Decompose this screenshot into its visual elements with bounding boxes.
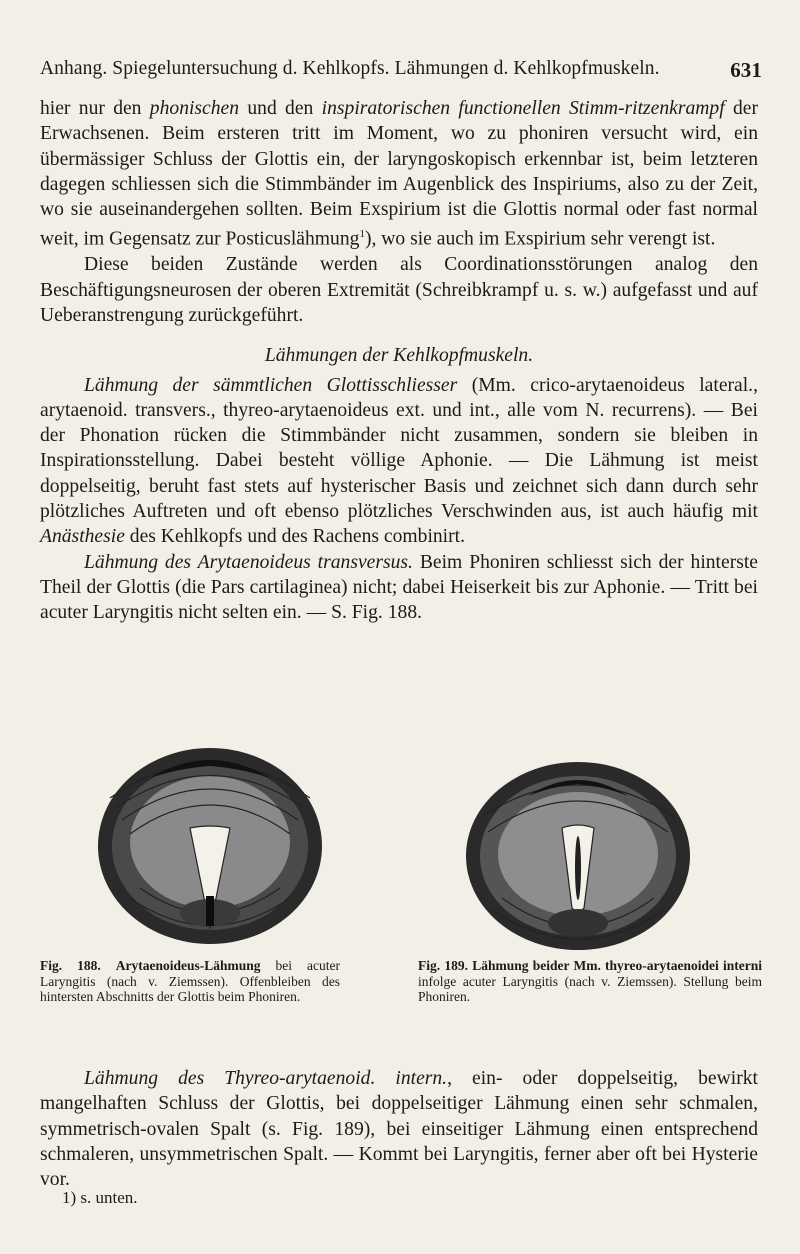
book-page — [40, 0, 770, 1254]
text-run: des Kehlkopfs und des Rachens combinirt. — [124, 526, 465, 548]
italic-run: Lähmung des Arytaenoideus transversus. — [84, 551, 413, 573]
figures-row — [40, 738, 762, 952]
text-run: und den — [239, 98, 322, 119]
italic-run: Lähmung der sämmtlichen Glottisschliesser — [84, 374, 458, 396]
paragraph-3 — [40, 373, 758, 550]
figure-188-illustration — [90, 738, 330, 950]
text-run: , ein- oder doppelseitig, bewirkt mangelhaften Schluss der Glottis, bei doppelseitiger Lähmung einen sehr schmalen, symmetrisch-ovalen Spalt (s. Fig. 189), bei einseitiger Lähmung einen entsprechend schmaleren, unsymmetrischen Spalt. — Kommt bei Laryngitis, ferner aber oft bei Hysterie vor. — [40, 1068, 758, 1191]
footnote: 1) s. unten. — [62, 1188, 138, 1207]
italic-run: Anästhesie — [40, 526, 125, 548]
text-run: ), wo sie auch im Exspirium sehr verengt ist. — [364, 229, 716, 251]
running-head-title: Anhang. Spiegeluntersuchung d. Kehlkopfs. Lähmungen d. Kehlkopfmuskeln. — [40, 58, 660, 79]
caption-title: Lähmung beider Mm. thyreo-arytaenoidei interni — [472, 958, 762, 973]
caption-text: infolge acuter Laryngitis (nach v. Ziemssen). Stellung beim Phoniren. — [418, 973, 762, 1004]
text-run: Beim Phoniren schliesst sich der hinterste Theil der Glottis (die Pars cartilaginea) nicht; dabei Heiserkeit bis zur Aphonie. — Tritt bei acuter Laryngitis nicht selten ein. — S. Fig. 188. — [40, 551, 758, 624]
text-run: (Mm. crico-arytaenoideus lateral., arytaenoid. transvers., thyreo-arytaenoideus ext. und int., alle vom N. recurrens). — Bei der Phonation rücken die Stimmbänder nicht zusammen, sondern sie bleiben in Inspirationsstellung. Dabei besteht völlige Aphonie. — Die Lähmung ist meist doppelseitig, beruht fast stets auf hysterischer Basis und zeichnet sich dann durch sehr plötzliches Auftreten und oft ebenso plötzliches Verschwinden aus, ist auch häufig mit — [40, 374, 758, 522]
caption-fig-188 — [40, 958, 340, 1005]
caption-fig-189 — [418, 958, 762, 1005]
text-run: der Erwachsenen. Beim ersteren tritt im Moment, wo zu phoniren versucht wird, ein übermässiger Schluss der Glottis ein, der laryngoskopisch erkennbar ist, beim letzteren dagegen schliessen sich die Stimmbänder im Augenblick des Inspiriums, also zu der Zeit, wo sie auseinandergehen sollten. Beim Exspirium ist die Glottis normal oder fast normal weit, im Gegensatz zur Posticuslähmung — [40, 98, 758, 251]
section-heading: Lähmungen der Kehlkopfmuskeln. — [264, 345, 534, 367]
running-head — [40, 58, 762, 80]
caption-text: bei acuter Laryngitis (nach v. Ziemssen). Offenbleiben des hintersten Abschnitts der Glottis beim Phoniren. — [40, 958, 340, 1004]
caption-label: Fig. 188. — [40, 958, 101, 973]
figure-captions — [40, 958, 762, 1058]
main-text — [40, 96, 758, 625]
italic-run: phonischen — [149, 98, 240, 119]
main-text-continued — [40, 1066, 758, 1192]
figure-189-illustration — [458, 758, 698, 954]
caption-title: Arytaenoideus-Lähmung — [115, 958, 261, 973]
page-number: 631 — [730, 58, 762, 82]
paragraph-2: Diese beiden Zustände werden als Coordinationsstörungen analog den Beschäftigungsneurosen der oberen Extremität (Schreibkrampf u. s. w.) aufgefasst und auf Ueberanstrengung zurückgeführt. — [40, 254, 758, 326]
paragraph-5 — [40, 1066, 758, 1192]
italic-run: Lähmung des Thyreo-arytaenoid. intern. — [84, 1068, 448, 1089]
paragraph-1 — [40, 96, 758, 252]
footnote-marker: 1 — [359, 228, 365, 241]
paragraph-4 — [40, 550, 758, 626]
text-run: hier nur den — [40, 98, 150, 119]
italic-run: inspiratorischen functionellen Stimm-ritzenkrampf — [321, 98, 725, 119]
caption-label: Fig. 189. — [418, 958, 468, 973]
